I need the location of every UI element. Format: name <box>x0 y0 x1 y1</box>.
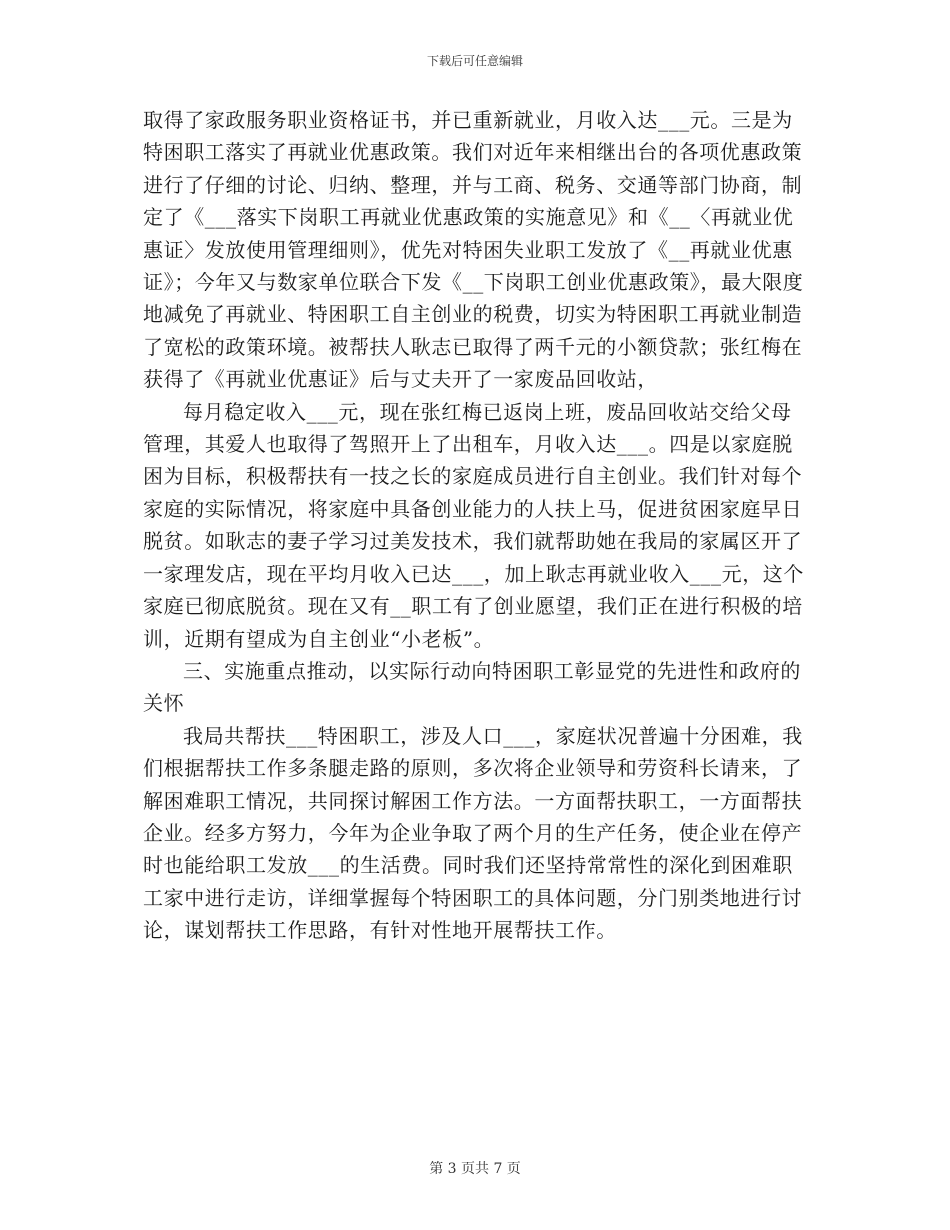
document-body <box>143 104 809 947</box>
body-paragraph: 我局共帮扶___特困职工，涉及人口___，家庭状况普遍十分困难，我们根据帮扶工作多条腿走路的原则，多次将企业领导和劳资科长请来，了解困难职工情况，共同探讨解困工作方法。一方面帮扶职工，一方面帮扶企业。经多方努力，今年为企业争取了两个月的生产任务，使企业在停产时也能给职工发放___的生活费。同时我们还坚持常常性的深化到困难职工家中进行走访，详细掌握每个特困职工的具体问题，分门别类地进行讨论，谋划帮扶工作思路，有针对性地开展帮扶工作。 <box>143 723 803 943</box>
body-paragraph: 每月稳定收入___元，现在张红梅已返岗上班，废品回收站交给父母管理，其爱人也取得了驾照开上了出租车，月收入达___。四是以家庭脱困为目标，积极帮扶有一技之长的家庭成员进行自主创业。我们针对每个家庭的实际情况，将家庭中具备创业能力的人扶上马，促进贫困家庭早日脱贫。如耿志的妻子学习过美发技术，我们就帮助她在我局的家属区开了一家理发店，现在平均月收入已达___，加上耿志再就业收入___元，这个家庭已彻底脱贫。现在又有__职工有了创业愿望，我们正在进行积极的培训，近期有望成为自主创业“小老板”。 <box>143 399 804 651</box>
page-footer: 第 3 页共 7 页 <box>429 1161 521 1177</box>
page-header: 下载后可任意编辑 <box>426 54 523 68</box>
section-heading: 三、实施重点推动，以实际行动向特困职工彰显党的先进性和政府的关怀 <box>143 658 801 716</box>
body-paragraph: 取得了家政服务职业资格证书，并已重新就业，月收入达___元。三是为特困职工落实了再就业优惠政策。我们对近年来相继出台的各项优惠政策进行了仔细的讨论、归纳、整理，并与工商、税务、交通等部门协商，制定了《___落实下岗职工再就业优惠政策的实施意见》和《__〈再就业优惠证〉发放使用管理细则》，优先对特困失业职工发放了《__再就业优惠证》；今年又与数家单位联合下发《__下岗职工创业优惠政策》，最大限度地减免了再就业、特困职工自主创业的税费，切实为特困职工再就业制造了宽松的政策环境。被帮扶人耿志已取得了两千元的小额贷款；张红梅在获得了《再就业优惠证》后与丈夫开了一家废品回收站， <box>143 108 804 392</box>
